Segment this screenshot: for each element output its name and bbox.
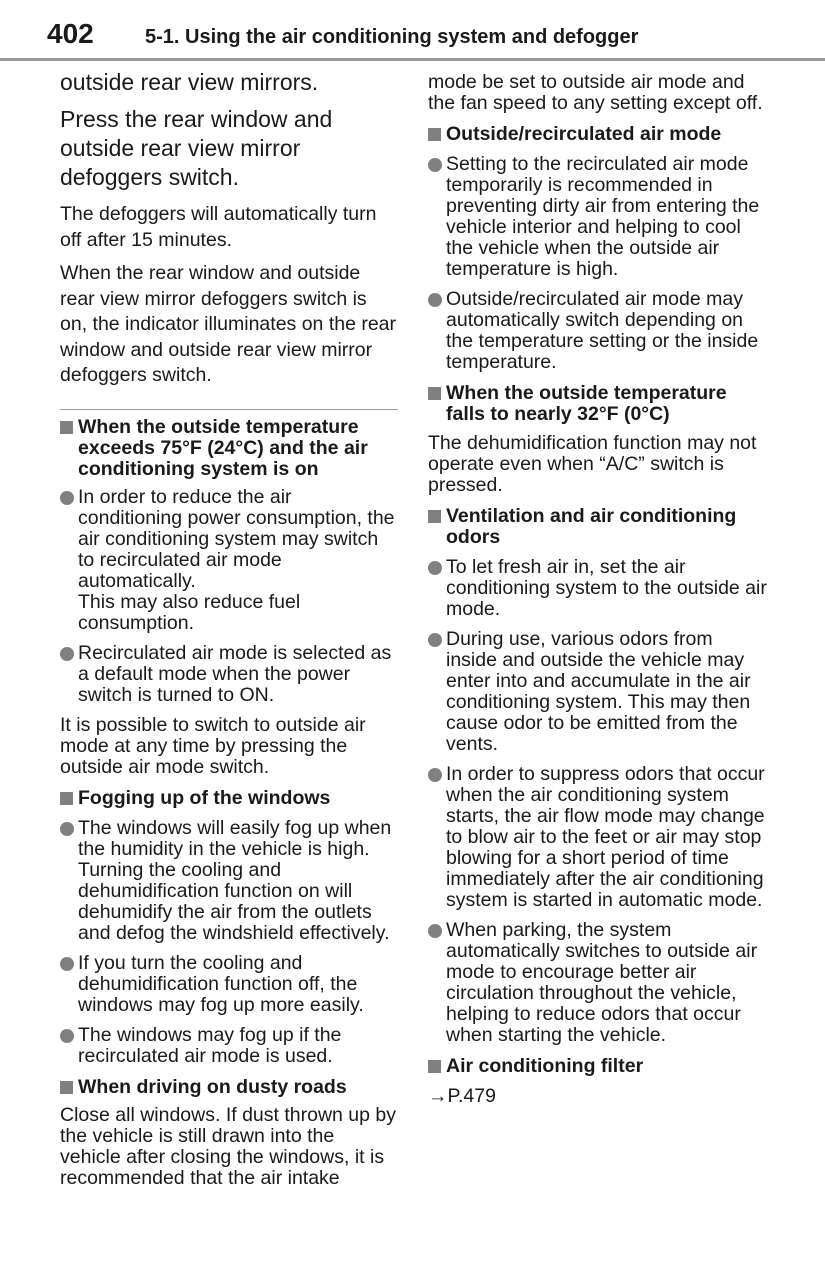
list-item: Setting to the recirculated air mode temporarily is recommended in preventing dirty air from entering the vehicle interior and helping to cool the vehicle when the outside air temperature is high. (428, 154, 768, 280)
square-bullet-icon (428, 387, 441, 400)
list-item: During use, various odors from inside and outside the vehicle may enter into and accumulate in the air conditioning system. This may then cause odor to be emitted from the vents. (428, 629, 768, 755)
circle-bullet-icon (428, 158, 442, 172)
section-heading-odors: Ventilation and air conditioning odors (428, 506, 768, 548)
section-heading-filter: Air conditioning filter (428, 1056, 768, 1077)
paragraph: Close all windows. If dust thrown up by the vehicle is still drawn into the vehicle after closing the windows, it is recommended that the air intake (60, 1103, 396, 1189)
paragraph: It is possible to switch to outside air mode at any time by pressing the outside air mode switch. (60, 713, 366, 778)
circle-bullet-icon (428, 924, 442, 938)
indicator-text: When the rear window and outside rear view mirror defoggers switch is on, the indicator illuminates on the rear window and outside rear view mirror defoggers switch. (60, 262, 397, 386)
list-item: The windows may fog up if the recirculated air mode is used. (60, 1025, 398, 1067)
circle-bullet-icon (60, 957, 74, 971)
right-column (428, 64, 768, 1107)
section-heading-dusty-roads: When driving on dusty roads (60, 1077, 398, 1098)
square-bullet-icon (60, 792, 73, 805)
square-bullet-icon (428, 1060, 441, 1073)
circle-bullet-icon (60, 647, 74, 661)
circle-bullet-icon (60, 1029, 74, 1043)
circle-bullet-icon (60, 491, 74, 505)
list-item: When parking, the system automatically switches to outside air mode to encourage better air circulation throughout the vehicle, helping to reduce odors that occur when starting the vehicle. (428, 920, 768, 1046)
square-bullet-icon (60, 1081, 73, 1094)
list-item: In order to reduce the air conditioning power consumption, the air conditioning system may switch to recirculated air mode automatically. This may also reduce fuel consumption. (60, 487, 398, 634)
list-item: If you turn the cooling and dehumidification function off, the windows may fog up more easily. (60, 953, 398, 1016)
lead-line: outside rear view mirrors. (60, 69, 319, 95)
square-bullet-icon (60, 421, 73, 434)
square-bullet-icon (428, 128, 441, 141)
continuation-text: mode be set to outside air mode and the fan speed to any setting except off. (428, 71, 763, 114)
page-number: 402 (47, 18, 94, 49)
list-item: In order to suppress odors that occur when the air conditioning system starts, the air flow mode may change to blow air to the feet or air may stop blowing for a short period of time immediately after the air conditioning system is started in automatic mode. (428, 764, 768, 911)
section-divider (60, 409, 398, 410)
page-reference-link[interactable]: →P.479 (428, 1085, 496, 1107)
chapter-title: 5-1. Using the air conditioning system and defogger (145, 26, 639, 48)
circle-bullet-icon (428, 561, 442, 575)
paragraph: The dehumidification function may not operate even when “A/C” switch is pressed. (428, 432, 757, 496)
circle-bullet-icon (428, 633, 442, 647)
left-column (60, 64, 398, 1189)
auto-off-text: The defoggers will automatically turn off after 15 minutes. (60, 203, 377, 251)
section-heading-cold: When the outside temperature falls to nearly 32°F (0°C) (428, 383, 768, 425)
circle-bullet-icon (60, 822, 74, 836)
list-item: Recirculated air mode is selected as a default mode when the power switch is turned to ON. (60, 643, 398, 706)
page-header (0, 0, 825, 60)
circle-bullet-icon (428, 293, 442, 307)
circle-bullet-icon (428, 768, 442, 782)
header-divider (0, 58, 825, 61)
list-item: To let fresh air in, set the air conditioning system to the outside air mode. (428, 557, 768, 620)
section-heading-air-mode: Outside/recirculated air mode (428, 124, 768, 145)
list-item: Outside/recirculated air mode may automatically switch depending on the temperature setting or the inside temperature. (428, 289, 768, 373)
section-heading-fogging: Fogging up of the windows (60, 788, 398, 809)
section-heading-high-temp: When the outside temperature exceeds 75°F (24°C) and the air conditioning system is on (60, 417, 398, 480)
instruction-text: Press the rear window and outside rear view mirror defoggers switch. (60, 106, 333, 190)
list-item: The windows will easily fog up when the humidity in the vehicle is high. Turning the cooling and dehumidification function on will dehumidify the air from the outlets and defog the windshield effectively. (60, 818, 398, 944)
square-bullet-icon (428, 510, 441, 523)
